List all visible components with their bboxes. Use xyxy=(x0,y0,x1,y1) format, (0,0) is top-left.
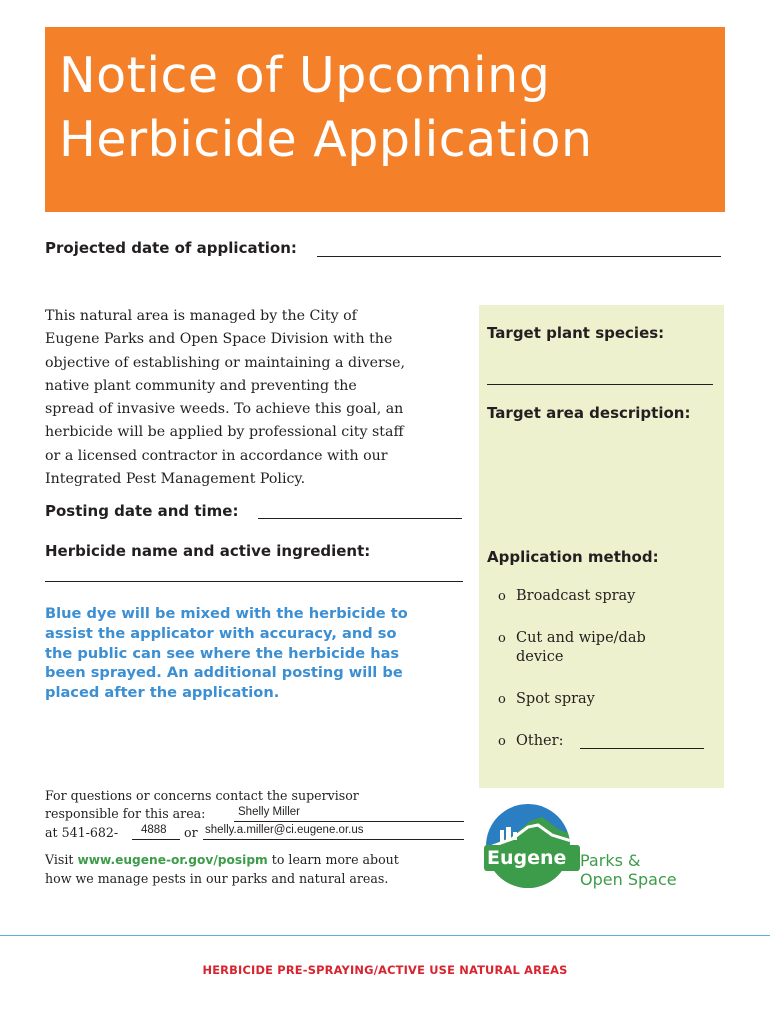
visit-line-1 xyxy=(45,852,399,867)
contact-line-1: For questions or concerns contact the supervisor xyxy=(45,788,359,803)
application-method-label: Application method: xyxy=(487,548,659,566)
projected-date-label: Projected date of application: xyxy=(45,239,297,257)
intro-line: native plant community and preventing the xyxy=(45,377,357,394)
herbicide-name-label: Herbicide name and active ingredient: xyxy=(45,542,371,560)
intro-line: objective of establishing or maintaining a diverse, xyxy=(45,354,405,371)
blue-dye-line: Blue dye will be mixed with the herbicide to xyxy=(45,605,408,622)
visit-suffix: to learn more about xyxy=(271,852,399,867)
footer-text: HERBICIDE PRE-SPRAYING/ACTIVE USE NATURAL AREAS xyxy=(202,963,568,977)
posting-date-label: Posting date and time: xyxy=(45,502,239,520)
option-broadcast-spray[interactable] xyxy=(498,587,635,606)
intro-line: or a licensed contractor in accordance with our xyxy=(45,447,388,464)
option-other[interactable] xyxy=(498,732,563,751)
option-circle-icon: o xyxy=(498,631,506,646)
supervisor-name-field[interactable] xyxy=(234,821,464,822)
supervisor-name: Shelly Miller xyxy=(238,806,300,818)
projected-date-field[interactable] xyxy=(317,256,721,257)
footer-divider xyxy=(0,935,770,936)
herbicide-name-field[interactable] xyxy=(45,581,463,582)
option-circle-icon: o xyxy=(498,692,506,707)
option-label: Cut and wipe/dab xyxy=(516,630,646,646)
contact-phone-prefix: at 541-682- xyxy=(45,825,119,840)
phone-ext: 4888 xyxy=(141,824,167,836)
blue-dye-line: the public can see where the herbicide has xyxy=(45,644,400,662)
intro-line: This natural area is managed by the City of xyxy=(45,308,357,324)
title-banner xyxy=(45,27,725,212)
intro-line: spread of invasive weeds. To achieve this goal, an xyxy=(45,401,404,418)
target-species-label: Target plant species: xyxy=(487,324,665,342)
title-line-1: Notice of Upcoming xyxy=(59,47,551,104)
logo-city-name: Eugene xyxy=(487,847,567,869)
logo-parks-text: Parks & xyxy=(580,851,641,870)
supervisor-email: shelly.a.miller@ci.eugene.or.us xyxy=(205,824,364,836)
contact-line-2: responsible for this area: xyxy=(45,806,206,821)
option-circle-icon: o xyxy=(498,589,506,604)
target-species-field[interactable] xyxy=(487,384,713,385)
target-area-label: Target area description: xyxy=(487,404,691,422)
contact-or: or xyxy=(184,825,198,840)
option-label: Other: xyxy=(516,733,564,749)
phone-ext-field[interactable] xyxy=(132,839,180,840)
blue-dye-line: placed after the application. xyxy=(45,684,280,702)
option-label: Broadcast spray xyxy=(516,588,636,604)
visit-line-2: how we manage pests in our parks and natural areas. xyxy=(45,871,389,886)
blue-dye-line: assist the applicator with accuracy, and so xyxy=(45,624,397,642)
other-method-field[interactable] xyxy=(580,748,704,749)
option-circle-icon: o xyxy=(498,734,506,749)
blue-dye-line: been sprayed. An additional posting will be xyxy=(45,664,403,682)
eugene-parks-logo xyxy=(478,803,698,893)
option-cut-and-wipe[interactable] xyxy=(498,629,646,667)
posting-date-field[interactable] xyxy=(258,518,462,519)
details-panel xyxy=(479,305,724,788)
visit-prefix: Visit xyxy=(45,852,74,867)
intro-line: herbicide will be applied by professional city staff xyxy=(45,424,404,441)
option-label: Spot spray xyxy=(516,691,595,707)
intro-line: Eugene Parks and Open Space Division with the xyxy=(45,331,393,348)
intro-line: Integrated Pest Management Policy. xyxy=(45,471,306,488)
option-spot-spray[interactable] xyxy=(498,690,595,709)
website-link[interactable]: www.eugene-or.gov/posipm xyxy=(77,853,268,867)
intro-paragraph xyxy=(45,305,475,491)
option-label-continued: device xyxy=(516,649,564,665)
email-field[interactable] xyxy=(203,839,464,840)
title-line-2: Herbicide Application xyxy=(59,111,593,168)
blue-dye-notice xyxy=(45,604,408,703)
logo-open-space-text: Open Space xyxy=(580,870,677,889)
